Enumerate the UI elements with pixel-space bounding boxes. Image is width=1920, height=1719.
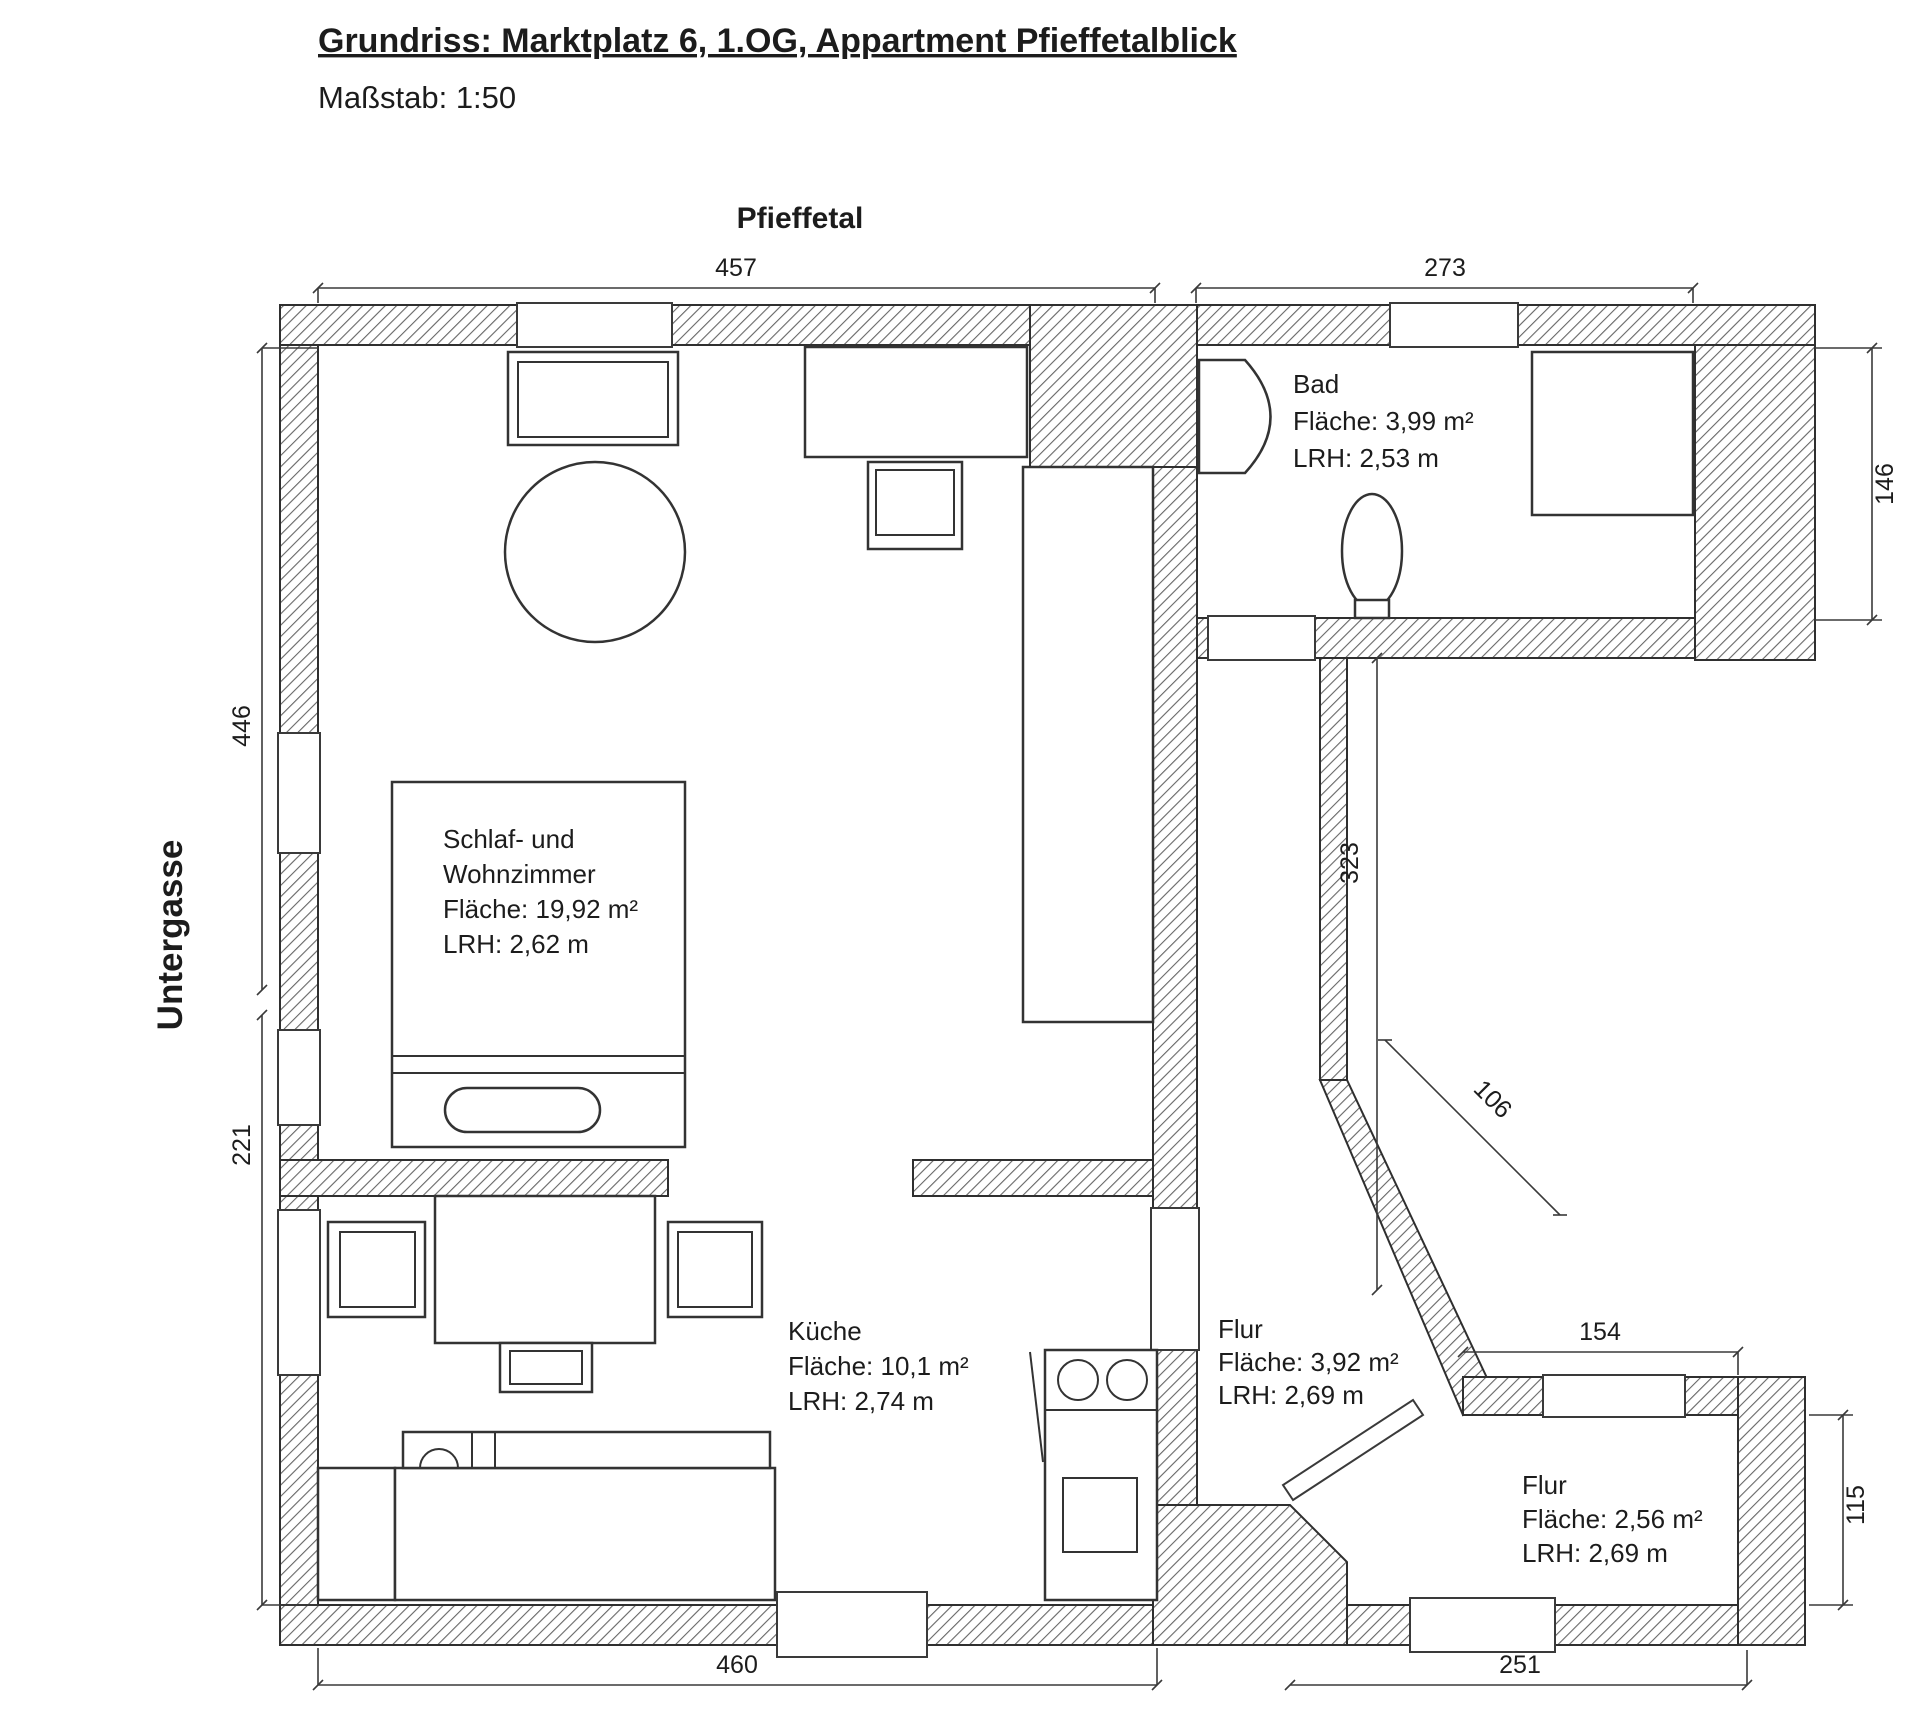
dim-corridor: 323	[1336, 842, 1364, 884]
label-bath	[1293, 369, 1474, 473]
toilet-cistern	[1355, 600, 1389, 618]
living-name-1: Schlaf- und	[443, 824, 575, 854]
label-hall-2	[1522, 1470, 1703, 1568]
dim-hall-top: 154	[1579, 1318, 1621, 1346]
dim-left-kitchen: 221	[228, 1124, 256, 1166]
hall1-area: Fläche: 3,92 m²	[1218, 1347, 1399, 1377]
toilet-icon	[1342, 494, 1402, 608]
label-hall-1	[1218, 1314, 1399, 1410]
label-kitchen	[788, 1316, 969, 1416]
wardrobe-icon	[1023, 467, 1153, 1022]
street-label-top: Pfieffetal	[736, 202, 864, 235]
shower-icon	[1532, 352, 1693, 515]
dim-diagonal: 106	[1468, 1074, 1518, 1124]
dim-top-bath: 273	[1424, 254, 1466, 282]
street-label-left: Untergasse	[151, 839, 190, 1031]
kitchen-area: Fläche: 10,1 m²	[788, 1351, 969, 1381]
page-title: Grundriss: Marktplatz 6, 1.OG, Appartment Pfieffetalblick	[318, 22, 1237, 60]
furniture-living	[392, 347, 1153, 1147]
window-bath-top	[1390, 303, 1518, 347]
door-entry-leaf	[1283, 1400, 1423, 1500]
kitchen-table-icon	[435, 1196, 655, 1343]
wall-kitchen-right	[1153, 1350, 1197, 1505]
sideboard-icon	[508, 352, 678, 445]
kitchen-diagonal-mark	[1030, 1352, 1043, 1462]
furniture-kitchen	[318, 1196, 1157, 1600]
window-living-left-1	[278, 733, 320, 853]
hall2-height: LRH: 2,69 m	[1522, 1538, 1668, 1568]
hall2-area: Fläche: 2,56 m²	[1522, 1504, 1703, 1534]
bath-area: Fläche: 3,99 m²	[1293, 406, 1474, 436]
kitchen-name: Küche	[788, 1316, 862, 1346]
door-entry-bottom	[1410, 1598, 1555, 1652]
wall-top-bath-a	[1197, 305, 1390, 345]
window-living-top	[517, 303, 672, 347]
living-area: Fläche: 19,92 m²	[443, 894, 639, 924]
wall-divider-a	[280, 1160, 668, 1196]
hall2-name: Flur	[1522, 1470, 1567, 1500]
wall-hall2-top-a	[1463, 1377, 1543, 1415]
counter-main-icon	[395, 1468, 775, 1600]
dim-top-living: 457	[715, 254, 757, 282]
door-hall2-top	[1543, 1375, 1685, 1417]
wall-bottom-a	[280, 1605, 777, 1645]
bath-height: LRH: 2,53 m	[1293, 443, 1439, 473]
wall-corner-mass	[1153, 1505, 1347, 1645]
kitchen-chair-left-icon	[328, 1222, 425, 1317]
dim-bottom-hall: 251	[1499, 1651, 1541, 1679]
wall-hall2-top-b	[1685, 1377, 1738, 1415]
living-name-2: Wohnzimmer	[443, 859, 596, 889]
dim-hall-right: 115	[1842, 1485, 1870, 1525]
door-bath	[1208, 616, 1315, 660]
desk-icon	[805, 347, 1027, 457]
dim-bottom-kitchen: 460	[716, 1651, 758, 1679]
hall1-name: Flur	[1218, 1314, 1263, 1344]
door-kitchen	[1151, 1208, 1199, 1350]
kitchen-chair-right-icon	[668, 1222, 762, 1317]
wall-left-b	[280, 853, 318, 1030]
wall-left-a	[280, 345, 318, 733]
furniture-bath	[1199, 352, 1693, 618]
wall-left-d	[280, 1375, 318, 1605]
window-living-left-2	[278, 1030, 320, 1125]
wall-top-living-a	[280, 305, 517, 345]
scale-label: Maßstab: 1:50	[318, 80, 517, 115]
wall-bath-bottom-b	[1315, 618, 1695, 658]
bath-name: Bad	[1293, 369, 1340, 399]
wall-top-bath-b	[1518, 305, 1815, 345]
wall-right-bath	[1695, 345, 1815, 660]
counter-left-icon	[318, 1468, 395, 1600]
window-kitchen-left	[278, 1210, 320, 1375]
wall-block-center	[1030, 305, 1197, 467]
wall-living-right	[1153, 467, 1197, 1208]
wall-top-living-b	[672, 305, 1030, 345]
wall-hall2-right	[1738, 1377, 1805, 1645]
hall1-height: LRH: 2,69 m	[1218, 1380, 1364, 1410]
round-table-icon	[505, 462, 685, 642]
kitchen-height: LRH: 2,74 m	[788, 1386, 934, 1416]
living-height: LRH: 2,62 m	[443, 929, 589, 959]
window-kitchen-bottom	[777, 1592, 927, 1657]
stove-sink-icon	[1045, 1350, 1157, 1600]
bed-pillow	[445, 1088, 600, 1132]
dim-left-living: 446	[228, 705, 256, 747]
washbasin-icon	[1199, 360, 1271, 473]
dim-bath-right: 146	[1871, 463, 1899, 505]
